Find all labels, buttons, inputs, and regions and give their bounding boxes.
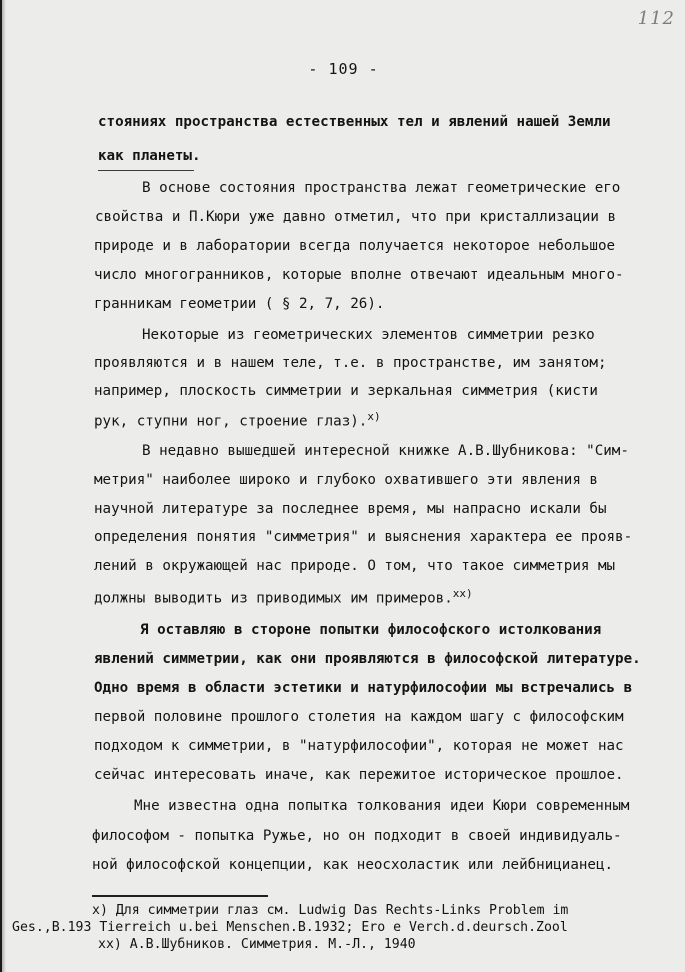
text-line: научной литературе за последнее время, мы напрасно искали бы xyxy=(94,501,607,517)
text-line: свойства и П.Кюри уже давно отметил, что при кристаллизации в xyxy=(95,209,617,225)
document-page xyxy=(2,0,685,972)
footnote-marker: x) xyxy=(367,410,381,423)
underline-mark xyxy=(98,170,194,171)
text-line: лений в окружающей нас природе. О том, что такое симметрия мы xyxy=(94,558,616,574)
text-line: В основе состояния пространства лежат геометрические его xyxy=(142,180,621,196)
text-line: В недавно вышедшей интересной книжке А.В.Шубникова: "Сим- xyxy=(142,443,629,459)
text-line: определения понятия "симметрия" и выяснения характера ее прояв- xyxy=(94,529,633,545)
page-number: - 109 - xyxy=(308,60,379,78)
text-line: природе и в лаборатории всегда получается некоторое небольшое xyxy=(94,238,616,254)
text-line: подходом к симметрии, в "натурфилософии", которая не может нас xyxy=(94,738,624,754)
text-line: философом - попытка Ружье, но он подходит в своей индивидуаль- xyxy=(92,828,622,844)
page-edge-shadow xyxy=(2,0,6,972)
footnote-line: x) Для симметрии глаз см. Ludwig Das Rechts-Links Problem im xyxy=(92,903,569,918)
footnote-line: xx) А.В.Шубников. Симметрия. М.-Л., 1940 xyxy=(98,937,416,952)
text-line: Одно время в области эстетики и натурфилософии мы встречались в xyxy=(94,680,633,696)
text-line: гранникам геометрии ( § 2, 7, 26). xyxy=(94,296,385,312)
text-line: например, плоскость симметрии и зеркальная симметрия (кисти xyxy=(94,383,598,399)
text-line: Некоторые из геометрических элементов симметрии резко xyxy=(142,327,595,343)
text-line: Мне известна одна попытка толкования идеи Кюри современным xyxy=(134,798,630,814)
text-line: как планеты. xyxy=(98,148,201,164)
text-line: сейчас интересовать иначе, как пережитое историческое прошлое. xyxy=(94,767,624,783)
text-line: стояниях пространства естественных тел и явлений нашей Земли xyxy=(98,114,611,130)
handwritten-page-note: 112 xyxy=(637,8,675,29)
text-line: ной философской концепции, как неосхоластик или лейбницианец. xyxy=(92,857,614,873)
footnote-rule xyxy=(92,895,268,897)
footnote-marker: xx) xyxy=(452,587,473,600)
text-line: Я оставляю в стороне попытки философского истолкования xyxy=(140,622,602,638)
text-line: метрия" наиболее широко и глубоко охватившего эти явления в xyxy=(94,472,598,488)
text-line: первой половине прошлого столетия на каждом шагу с философским xyxy=(94,709,624,725)
text-line-body: должны выводить из приводимых им примеров. xyxy=(94,590,453,607)
text-line xyxy=(94,410,381,430)
text-line-body: рук, ступни ног, строение глаз). xyxy=(94,413,368,430)
text-line: проявляются и в нашем теле, т.е. в пространстве, им занятом; xyxy=(94,355,607,371)
text-line: число многогранников, которые вполне отвечают идеальным много- xyxy=(94,267,624,283)
footnote-line: Ges.,B.193 Tierreich u.bei Menschen.B.1932; Ero e Verch.d.deursch.Zool xyxy=(12,920,568,935)
text-line xyxy=(94,587,473,607)
text-line: явлений симметрии, как они проявляются в философской литературе. xyxy=(94,651,641,667)
